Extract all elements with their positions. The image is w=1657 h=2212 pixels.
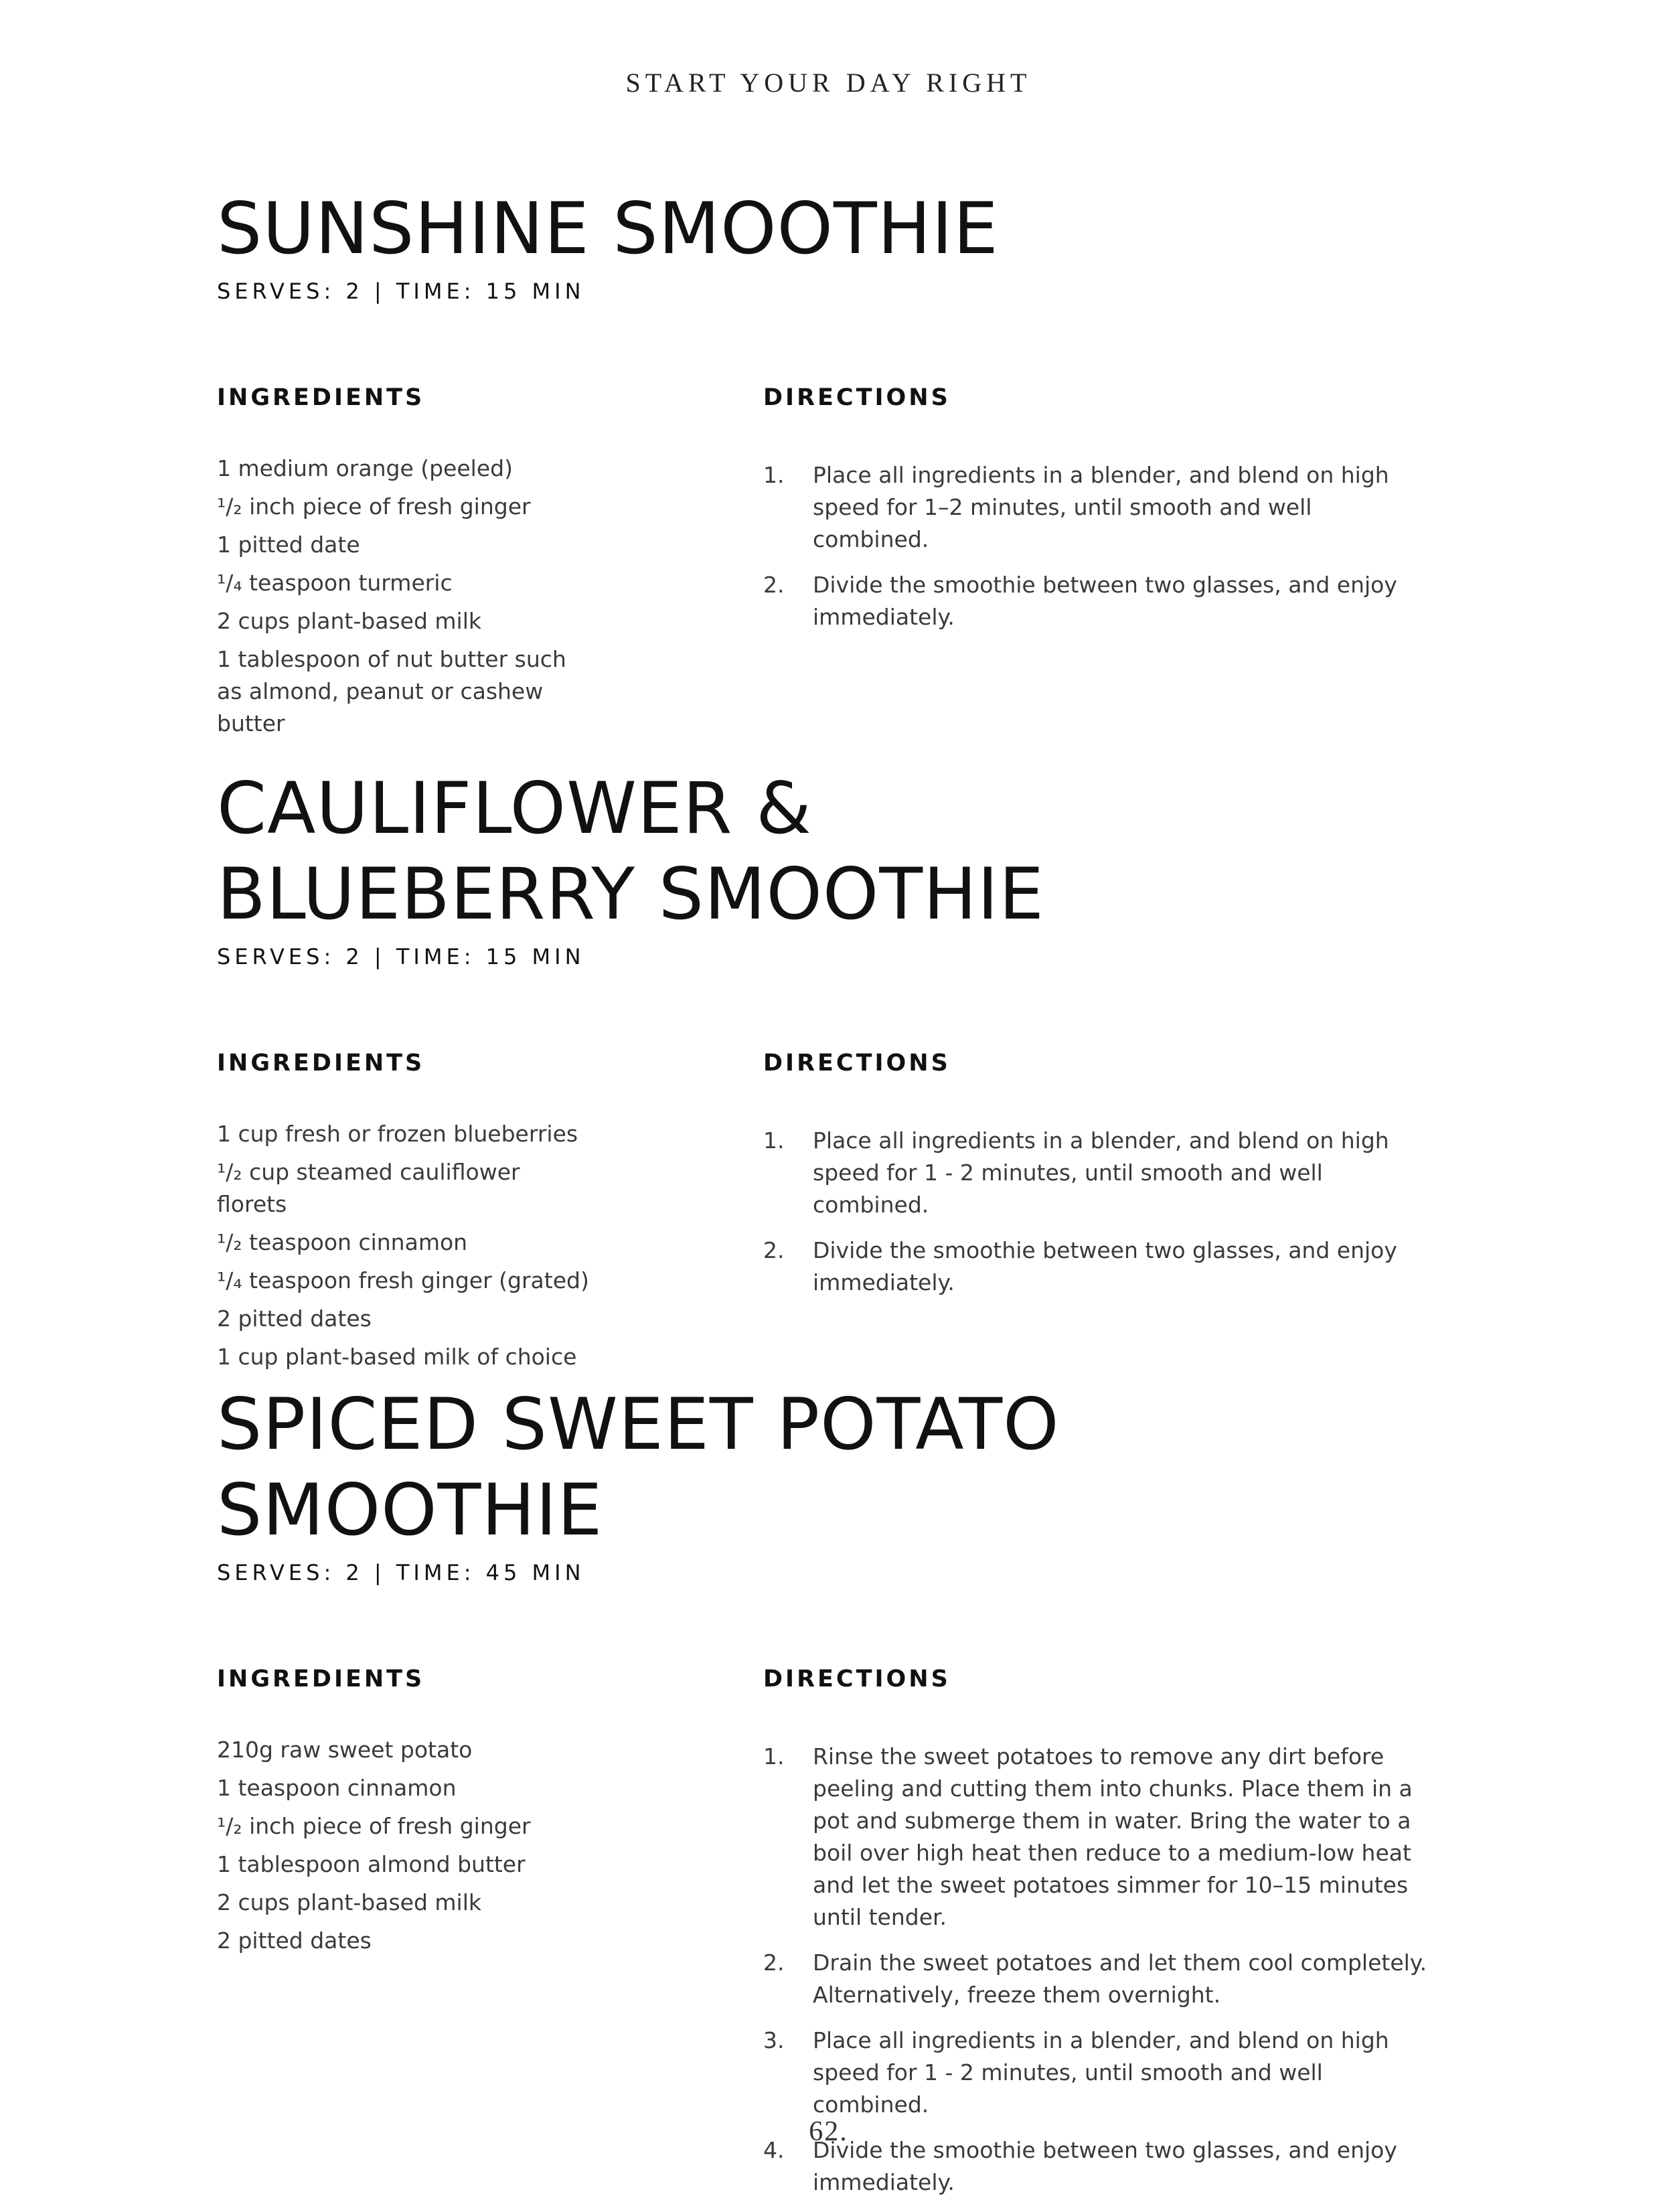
ingredient-item: 1 tablespoon of nut butter such as almond, peanut or cashew butter bbox=[217, 646, 566, 736]
directions-heading: DIRECTIONS bbox=[763, 1666, 951, 1692]
step-number: 1. bbox=[763, 1743, 785, 1769]
step-text: Place all ingredients in a blender, and blend on high speed for 1 - 2 minutes, until smooth and well combined. bbox=[813, 1127, 1389, 1218]
recipe-title bbox=[217, 186, 1455, 272]
directions-column bbox=[763, 384, 1433, 647]
recipe-title-line: CAULIFLOWER & bbox=[217, 767, 812, 850]
step-number: 2. bbox=[763, 1237, 785, 1263]
direction-step bbox=[763, 1947, 1433, 2011]
ingredient-item: 2 pitted dates bbox=[217, 1306, 372, 1332]
directions-list bbox=[763, 1125, 1433, 1299]
step-text: Rinse the sweet potatoes to remove any dirt before peeling and cutting them into chunks. Place them in a pot and submerge them in water. Bring the water to a boil over high heat then reduce to a medium-low heat and let the sweet potatoes simmer for 10–15 minutes until tender. bbox=[813, 1743, 1413, 1930]
ingredient-item: 1 cup plant-based milk of choice bbox=[217, 1344, 577, 1370]
recipe-title-line: BLUEBERRY SMOOTHIE bbox=[217, 853, 1045, 935]
recipe-title bbox=[217, 766, 1455, 937]
ingredient-item: 1 medium orange (peeled) bbox=[217, 455, 513, 481]
direction-step bbox=[763, 1235, 1433, 1299]
ingredients-column bbox=[217, 1666, 592, 1963]
direction-step bbox=[763, 569, 1433, 633]
recipe-meta: SERVES: 2 | TIME: 45 MIN bbox=[217, 1560, 585, 1585]
step-text: Divide the smoothie between two glasses, and enjoy immediately. bbox=[813, 2137, 1397, 2195]
step-text: Divide the smoothie between two glasses, and enjoy immediately. bbox=[813, 572, 1397, 630]
ingredient-item: ¹/₂ inch piece of fresh ginger bbox=[217, 493, 531, 520]
ingredients-heading: INGREDIENTS bbox=[217, 1050, 425, 1077]
directions-heading: DIRECTIONS bbox=[763, 1050, 951, 1077]
ingredients-list bbox=[217, 1734, 592, 1957]
recipe-meta: SERVES: 2 | TIME: 15 MIN bbox=[217, 279, 585, 304]
ingredient-item: 2 cups plant-based milk bbox=[217, 608, 481, 634]
recipe-meta: SERVES: 2 | TIME: 15 MIN bbox=[217, 944, 585, 969]
recipe-title-line: SUNSHINE SMOOTHIE bbox=[217, 187, 999, 270]
step-number: 2. bbox=[763, 1950, 785, 1976]
step-number: 4. bbox=[763, 2137, 785, 2163]
direction-step bbox=[763, 2025, 1433, 2121]
ingredient-item: 1 tablespoon almond butter bbox=[217, 1851, 526, 1877]
ingredient-item: 2 pitted dates bbox=[217, 1927, 372, 1954]
ingredient-item: ¹/₂ inch piece of fresh ginger bbox=[217, 1813, 531, 1839]
directions-column bbox=[763, 1050, 1433, 1312]
running-head: START YOUR DAY RIGHT bbox=[625, 68, 1032, 98]
directions-list bbox=[763, 459, 1433, 633]
ingredient-item: 210g raw sweet potato bbox=[217, 1737, 473, 1763]
ingredients-list bbox=[217, 1118, 592, 1373]
ingredient-item: 2 cups plant-based milk bbox=[217, 1889, 481, 1915]
direction-step bbox=[763, 459, 1433, 556]
recipe-cauliflower-blueberry-smoothie bbox=[217, 766, 1455, 1370]
step-number: 3. bbox=[763, 2027, 785, 2053]
step-number: 2. bbox=[763, 572, 785, 598]
step-text: Divide the smoothie between two glasses, and enjoy immediately. bbox=[813, 1237, 1397, 1295]
ingredient-item: ¹/₄ teaspoon turmeric bbox=[217, 570, 453, 596]
ingredients-heading: INGREDIENTS bbox=[217, 1666, 425, 1692]
recipe-title-line: SPICED SWEET POTATO SMOOTHIE bbox=[217, 1383, 1060, 1551]
directions-heading: DIRECTIONS bbox=[763, 384, 951, 411]
ingredient-item: 1 cup fresh or frozen blueberries bbox=[217, 1121, 578, 1147]
ingredients-list bbox=[217, 453, 592, 740]
ingredients-column bbox=[217, 1050, 592, 1379]
ingredients-column bbox=[217, 384, 592, 746]
ingredient-item: 1 pitted date bbox=[217, 532, 360, 558]
step-number: 1. bbox=[763, 462, 785, 488]
ingredient-item: ¹/₂ teaspoon cinnamon bbox=[217, 1229, 468, 1255]
step-text: Place all ingredients in a blender, and blend on high speed for 1–2 minutes, until smooth and well combined. bbox=[813, 462, 1389, 552]
step-text: Place all ingredients in a blender, and blend on high speed for 1 - 2 minutes, until smooth and well combined. bbox=[813, 2027, 1389, 2118]
recipe-sunshine-smoothie bbox=[217, 186, 1455, 736]
ingredient-item: ¹/₄ teaspoon fresh ginger (grated) bbox=[217, 1267, 589, 1293]
step-text: Drain the sweet potatoes and let them cool completely. Alternatively, freeze them overnight. bbox=[813, 1950, 1427, 2008]
recipe-title bbox=[217, 1382, 1455, 1553]
ingredients-heading: INGREDIENTS bbox=[217, 384, 425, 411]
ingredient-item: 1 teaspoon cinnamon bbox=[217, 1775, 457, 1801]
direction-step bbox=[763, 1741, 1433, 1933]
direction-step bbox=[763, 1125, 1433, 1221]
ingredient-item: ¹/₂ cup steamed cauliflower florets bbox=[217, 1159, 520, 1217]
step-number: 1. bbox=[763, 1127, 785, 1154]
page-number: 62. bbox=[809, 2116, 848, 2147]
